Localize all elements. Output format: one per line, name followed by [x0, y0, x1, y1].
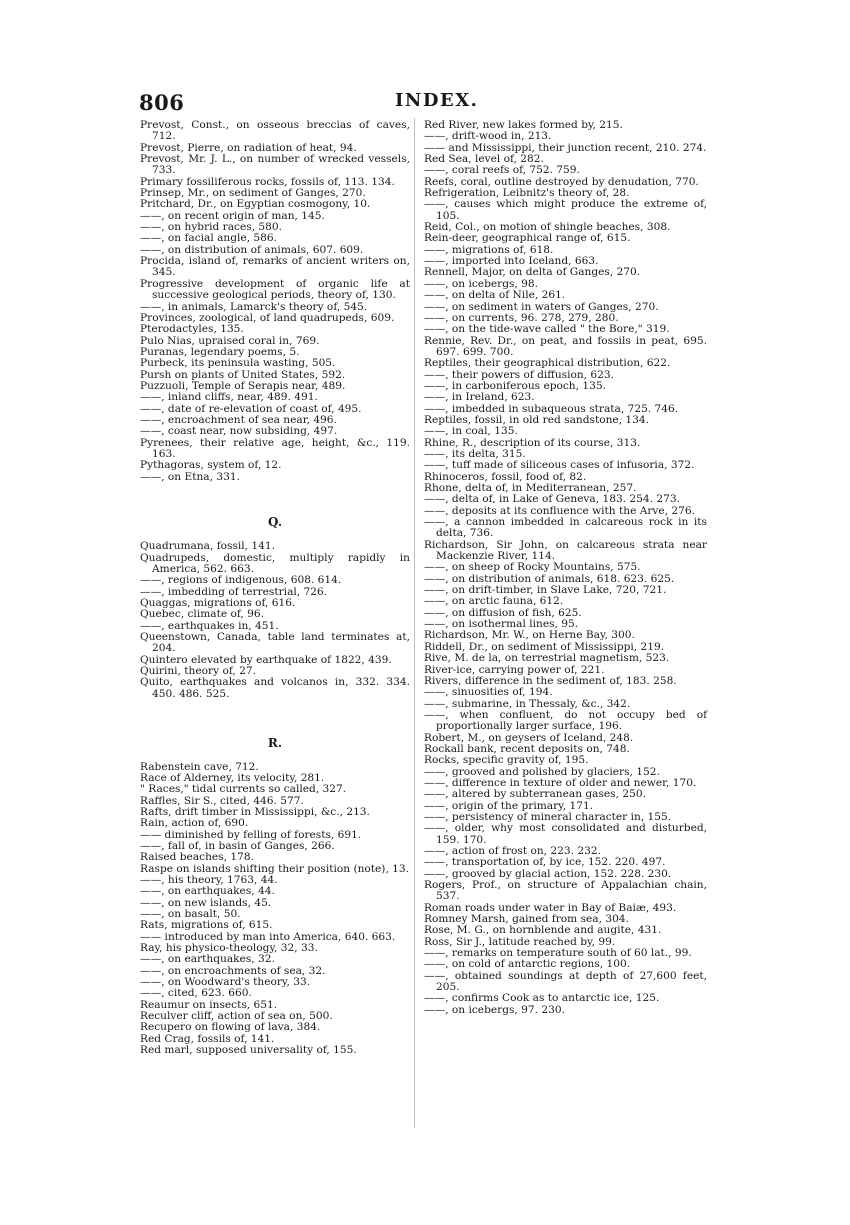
index-entry: Rats, migrations of, 615. — [140, 919, 273, 932]
index-entry: ——, grooved and polished by glaciers, 152. — [424, 765, 660, 778]
index-entry: ——, fall of, in basin of Ganges, 266. — [140, 839, 335, 852]
index-entry: Rain, action of, 690. — [140, 817, 249, 830]
index-entry: ——, drift-wood in, 213. — [424, 130, 552, 143]
index-entry: Red River, new lakes formed by, 215. — [424, 119, 623, 131]
index-entry: ——, inland cliffs, near, 489. 491. — [140, 391, 318, 404]
index-entry: Pyrenees, their relative age, height, &c., 119. 163. — [140, 436, 410, 460]
index-entry: Red Crag, fossils of, 141. — [140, 1032, 275, 1045]
index-entry: Rennell, Major, on delta of Ganges, 270. — [424, 266, 641, 279]
index-entry: Queenstown, Canada, table land terminates at, 204. — [140, 631, 410, 655]
index-entry: Reculver cliff, action of sea on, 500. — [140, 1010, 333, 1023]
index-entry: ——, deposits at its confluence with the Arve, 276. — [424, 504, 696, 517]
index-entry: Reptiles, their geographical distribution, 622. — [424, 357, 671, 370]
r-entries-continued — [424, 120, 707, 1016]
index-entry: Pythagoras, system of, 12. — [140, 459, 282, 472]
index-entry: Pursh on plants of United States, 592. — [140, 368, 346, 381]
index-entry: Rein-deer, geographical range of, 615. — [424, 232, 631, 245]
index-entry: ——, sinuosities of, 194. — [424, 686, 553, 699]
index-entry: Raspe on islands shifting their position (note), 13. — [140, 862, 410, 875]
index-entry: Rafts, drift timber in Mississippi, &c., 213. — [140, 805, 370, 818]
index-entry: ——, coast near, now subsiding, 497. — [140, 425, 338, 438]
index-entry: Reefs, coral, outline destroyed by denudation, 770. — [424, 175, 699, 188]
index-entry: —— and Mississippi, their junction recent, 210. 274. — [424, 141, 707, 154]
index-entry: Richardson, Sir John, on calcareous strata near Mackenzie River, 114. — [424, 538, 707, 563]
index-entry: Reptiles, fossil, in old red sandstone, 134. — [424, 413, 650, 426]
index-entry: ——, on diffusion of fish, 625. — [424, 606, 582, 619]
index-entry: Richardson, Mr. W., on Herne Bay, 300. — [424, 629, 635, 642]
index-entry: Quebec, climate of, 96. — [140, 608, 264, 621]
index-entry: Rive, M. de la, on terrestrial magnetism, 523. — [424, 652, 670, 665]
index-entry: Rhinoceros, fossil, food of, 82. — [424, 470, 587, 483]
index-entry: ——, on isothermal lines, 95. — [424, 618, 579, 631]
index-entry: Riddell, Dr., on sediment of Mississippi, 219. — [424, 640, 665, 653]
index-entry: Prinsep, Mr., on sediment of Ganges, 270. — [140, 187, 366, 200]
index-entry: ——, imported into Iceland, 663. — [424, 255, 599, 268]
index-entry: ——, confirms Cook as to antarctic ice, 125. — [424, 992, 660, 1005]
index-entry: ——, grooved by glacial action, 152. 228. 230. — [424, 867, 672, 880]
index-entry: ——, older, why most consolidated and disturbed, 159. 170. — [424, 822, 707, 846]
section-letter-q: Q. — [267, 515, 283, 529]
p-entries — [140, 120, 410, 483]
page-title: INDEX. — [395, 90, 479, 111]
index-entry: —— diminished by felling of forests, 691. — [140, 828, 362, 841]
index-entry: ——, delta of, in Lake of Geneva, 183. 254. 273. — [424, 493, 680, 506]
index-entry: Provinces, zoological, of land quadrupeds, 609. — [140, 311, 395, 324]
index-entry: ——, on hybrid races, 580. — [140, 221, 283, 234]
index-entry: ——, regions of indigenous, 608. 614. — [140, 574, 342, 587]
index-entry: Rabenstein cave, 712. — [140, 760, 259, 773]
index-entry: ——, action of frost on, 223. 232. — [424, 845, 601, 857]
index-entry: ——, difference in texture of older and newer, 170. — [424, 776, 697, 789]
index-entry: Prevost, Pierre, on radiation of heat, 94. — [140, 141, 357, 154]
index-entry: ——, on earthquakes, 32. — [140, 953, 275, 966]
index-entry: Primary fossiliferous rocks, fossils of, 113. 134. — [140, 175, 395, 188]
index-entry: Prevost, Const., on osseous breccias of caves, 712. — [140, 119, 410, 143]
index-entry: ——, on new islands, 45. — [140, 896, 272, 909]
index-entry: ——, altered by subterranean gases, 250. — [424, 788, 646, 801]
index-right-column — [424, 120, 707, 1016]
index-entry: Prevost, Mr. J. L., on number of wrecked vessels, 733. — [140, 153, 410, 177]
index-entry: Rhine, R., description of its course, 313. — [424, 436, 641, 449]
index-entry: ——, in animals, Lamarck's theory of, 545. — [140, 300, 368, 313]
index-entry: Quirini, theory of, 27. — [140, 665, 256, 678]
index-entry: Recupero on flowing of lava, 384. — [140, 1021, 321, 1034]
index-entry: ——, on facial angle, 586. — [140, 232, 278, 245]
index-entry: ——, their powers of diffusion, 623. — [424, 368, 614, 381]
index-entry: Rogers, Prof., on structure of Appalachian chain, 537. — [424, 879, 707, 903]
index-entry: Ross, Sir J., latitude reached by, 99. — [424, 935, 616, 948]
index-entry: Quadrupeds, domestic, multiply rapidly in America, 562. 663. — [140, 551, 410, 576]
index-entry: ——, transportation of, by ice, 152. 220. 497. — [424, 856, 666, 869]
index-entry: Red marl, supposed universality of, 155. — [140, 1044, 357, 1057]
index-entry: ——, on icebergs, 98. — [424, 277, 538, 290]
q-entries — [140, 541, 410, 700]
section-letter-r: R. — [267, 736, 283, 751]
index-entry: Raffles, Sir S., cited, 446. 577. — [140, 794, 304, 807]
index-entry: Quintero elevated by earthquake of 1822, 439. — [140, 653, 392, 666]
index-entry: ——, on cold of antarctic regions, 100. — [424, 958, 631, 971]
index-entry: ——, on earthquakes, 44. — [140, 885, 275, 898]
index-entry: ——, on drift-timber, in Slave Lake, 720, 721. — [424, 584, 667, 597]
index-entry: Purbeck, its peninsula wasting, 505. — [140, 357, 336, 370]
index-entry: ——, on encroachments of sea, 32. — [140, 964, 326, 977]
index-entry: ——, on delta of Nile, 261. — [424, 289, 566, 302]
index-entry: Quaggas, migrations of, 616. — [140, 597, 296, 610]
index-entry: —— introduced by man into America, 640. 663. — [140, 930, 396, 943]
index-entry: ——, on recent origin of man, 145. — [140, 209, 325, 222]
index-entry: Race of Alderney, its velocity, 281. — [140, 771, 325, 784]
index-entry: Procida, island of, remarks of ancient writers on, 345. — [140, 255, 410, 279]
index-entry: ——, on currents, 96. 278, 279, 280. — [424, 311, 619, 324]
index-entry: Rennie, Rev. Dr., on peat, and fossils in peat, 695. 697. 699. 700. — [424, 334, 707, 358]
index-entry: ——, imbedded in subaqueous strata, 725. 746. — [424, 402, 679, 415]
index-entry: ——, its delta, 315. — [424, 447, 526, 460]
index-entry: Robert, M., on geysers of Iceland, 248. — [424, 731, 634, 744]
index-entry: ——, when confluent, do not occupy bed of proportionally larger surface, 196. — [424, 708, 707, 733]
index-entry: ——, on the tide-wave called " the Bore," 319. — [424, 323, 670, 336]
index-entry: Puranas, legendary poems, 5. — [140, 345, 300, 358]
index-entry: ——, on sheep of Rocky Mountains, 575. — [424, 561, 641, 574]
index-entry: Reaumur on insects, 651. — [140, 998, 278, 1011]
index-left-column — [140, 120, 410, 1056]
index-entry: Rockall bank, recent deposits on, 748. — [424, 742, 630, 755]
index-entry: ——, on Woodward's theory, 33. — [140, 976, 311, 989]
index-entry: Romney Marsh, gained from sea, 304. — [424, 913, 629, 926]
index-entry: ——, tuff made of siliceous cases of infusoria, 372. — [424, 459, 695, 472]
page-number: 806 — [139, 90, 185, 115]
index-entry: River-ice, carrying power of, 221. — [424, 663, 605, 676]
index-entry: ——, earthquakes in, 451. — [140, 619, 279, 632]
index-entry: ——, on distribution of animals, 607. 609. — [140, 243, 364, 256]
index-entry: Roman roads under water in Bay of Baiæ, 493. — [424, 901, 677, 914]
index-entry: ——, in Ireland, 623. — [424, 391, 535, 404]
index-entry: Reid, Col., on motion of shingle beaches, 308. — [424, 221, 671, 234]
index-entry: " Races," tidal currents so called, 327. — [140, 783, 347, 796]
index-entry: Quadrumana, fossil, 141. — [140, 540, 275, 553]
index-entry: Pritchard, Dr., on Egyptian cosmogony, 10. — [140, 198, 371, 211]
index-entry: ——, coral reefs of, 752. 759. — [424, 164, 580, 177]
index-entry: ——, in coal, 135. — [424, 425, 518, 438]
index-entry: ——, origin of the primary, 171. — [424, 799, 594, 812]
index-entry: Ray, his physico-theology, 32, 33. — [140, 942, 318, 954]
index-entry: ——, obtained soundings at depth of 27,600 feet, 205. — [424, 969, 707, 994]
index-entry: ——, imbedding of terrestrial, 726. — [140, 585, 328, 598]
column-divider — [414, 118, 415, 1128]
index-entry: ——, on icebergs, 97. 230. — [424, 1003, 565, 1016]
index-entry: ——, on distribution of animals, 618. 623. 625. — [424, 572, 675, 585]
index-entry: Rhone, delta of, in Mediterranean, 257. — [424, 482, 637, 494]
index-entry: ——, migrations of, 618. — [424, 243, 554, 256]
index-entry: Red Sea, level of, 282. — [424, 153, 544, 166]
index-entry: Rose, M. G., on hornblende and augite, 431. — [424, 924, 662, 937]
index-entry: ——, on Etna, 331. — [140, 470, 240, 483]
index-entry: Pterodactyles, 135. — [140, 323, 244, 336]
r-entries — [140, 762, 410, 1057]
index-entry: ——, his theory, 1763, 44. — [140, 873, 278, 886]
index-entry: ——, on sediment in waters of Ganges, 270. — [424, 300, 659, 313]
index-entry: ——, cited, 623. 660. — [140, 987, 252, 1000]
index-entry: Puzzuoli, Temple of Serapis near, 489. — [140, 379, 346, 392]
index-entry: Rocks, specific gravity of, 195. — [424, 754, 589, 767]
index-entry: ——, a cannon imbedded in calcareous rock in its delta, 736. — [424, 516, 707, 540]
index-entry: ——, submarine, in Thessaly, &c., 342. — [424, 697, 631, 710]
index-entry: ——, remarks on temperature south of 60 lat., 99. — [424, 947, 692, 960]
index-entry: ——, in carboniferous epoch, 135. — [424, 379, 606, 392]
index-entry: ——, persistency of mineral character in, 155. — [424, 810, 672, 823]
index-entry: Refrigeration, Leibnitz's theory of, 28. — [424, 187, 630, 200]
index-entry: ——, on arctic fauna, 612. — [424, 595, 564, 608]
index-entry: ——, on basalt, 50. — [140, 907, 241, 920]
index-entry: Quito, earthquakes and volcanos in, 332. 334. 450. 486. 525. — [140, 676, 410, 700]
index-entry: ——, causes which might produce the extreme of, 105. — [424, 198, 707, 222]
index-entry: ——, date of re-elevation of coast of, 495. — [140, 402, 362, 415]
index-entry: Pulo Nias, upraised coral in, 769. — [140, 334, 320, 347]
index-entry: ——, encroachment of sea near, 496. — [140, 413, 337, 426]
index-entry: Raised beaches, 178. — [140, 851, 254, 864]
index-entry: Rivers, difference in the sediment of, 183. 258. — [424, 674, 677, 687]
index-entry: Progressive development of organic life at successive geological periods, theory of, 130. — [140, 277, 410, 302]
